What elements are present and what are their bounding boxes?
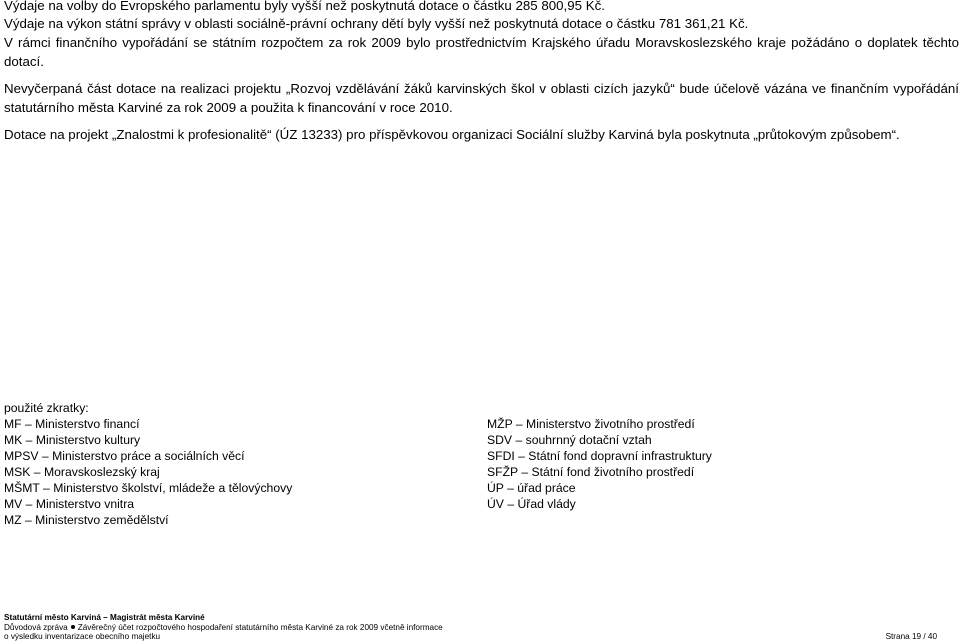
footer-description-title: Závěrečný účet rozpočtového hospodaření statutárního města Karviné za rok 2009 včetně informace (77, 623, 443, 632)
abbreviation-item: MK – Ministerstvo kultury (4, 433, 141, 447)
footer-organization: Statutární město Karviná – Magistrát města Karviné (4, 613, 205, 622)
text-line-child-protection: Výdaje na výkon státní správy v oblasti sociálně-právní ochrany dětí byly vyšší než poskytnutá dotace o částku 781 361,21 Kč. (4, 16, 749, 31)
paragraph-project-languages: Nevyčerpaná část dotace na realizaci projektu „Rozvoj vzdělávání žáků karvinských škol v oblasti cizích jazyků“ bude účelově vázána ve finančním vypořádání statutárního města Karviné za rok 2009 a použita k financování v roce 2010. (4, 81, 959, 115)
abbreviation-item: MPSV – Ministerstvo práce a sociálních věcí (4, 449, 245, 463)
paragraph-project-professionalism: Dotace na projekt „Znalostmi k profesionalitě“ (ÚZ 13233) pro příspěvkovou organizaci Sociální služby Karviná byla poskytnuta „průtokovým způsobem“. (4, 127, 900, 142)
paragraph-settlement: V rámci finančního vypořádání se státním rozpočtem za rok 2009 bylo prostřednictvím Krajského úřadu Moravskoslezského kraje požádáno o doplatek těchto dotací. (4, 35, 959, 69)
abbreviation-item: MŠMT – Ministerstvo školství, mládeže a tělovýchovy (4, 481, 293, 495)
abbreviation-item: ÚP – úřad práce (487, 481, 576, 495)
text-line-elections: Výdaje na volby do Evropského parlamentu byly vyšší než poskytnutá dotace o částku 285 800,95 Kč. (4, 0, 605, 13)
abbreviations-title: použité zkratky: (4, 401, 89, 415)
abbreviation-item: SDV – souhrnný dotační vztah (487, 433, 652, 447)
abbreviation-item: SFDI – Státní fond dopravní infrastruktury (487, 449, 712, 463)
abbreviation-item: MV – Ministerstvo vnitra (4, 497, 135, 511)
abbreviations-list-left (4, 416, 292, 528)
abbreviation-item: MZ – Ministerstvo zemědělství (4, 513, 169, 527)
abbreviation-item: SFŽP – Státní fond životního prostředí (487, 465, 695, 479)
bullet-icon (71, 625, 75, 629)
abbreviation-item: MSK – Moravskoslezský kraj (4, 465, 160, 479)
abbreviation-item: ÚV – Úřad vlády (487, 497, 576, 511)
footer-description-label: Důvodová zpráva (4, 623, 68, 632)
abbreviations-list-right (487, 416, 712, 512)
page-number: Strana 19 / 40 (885, 632, 937, 641)
abbreviation-item: MŽP – Ministerstvo životního prostředí (487, 417, 695, 431)
abbreviation-item: MF – Ministerstvo financí (4, 417, 140, 431)
footer-description-continued: o výsledku inventarizace obecního majetku (4, 632, 161, 641)
